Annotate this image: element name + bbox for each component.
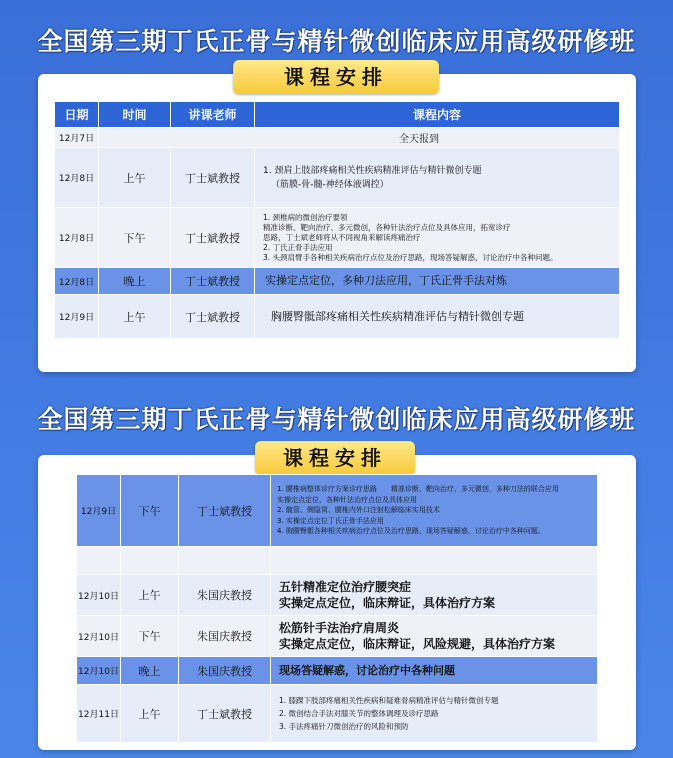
time-cell: 下午	[99, 208, 171, 268]
teacher-cell: 朱国庆教授	[179, 575, 271, 616]
date-cell: 12月10日	[77, 575, 121, 616]
content-line: 3. 实操定点定位丁氏正骨手法应用	[277, 516, 384, 525]
content-line: （筋膜-骨-髓-神经体液调控）	[271, 179, 389, 190]
schedule-table-2	[76, 474, 598, 743]
time-cell: 上午	[99, 148, 171, 208]
content-line: 松筋针手法治疗肩周炎	[279, 621, 400, 635]
content-line: 1. 颈椎病的微创治疗要领	[263, 212, 348, 222]
date-cell: 12月8日	[55, 268, 99, 295]
time-cell: 下午	[121, 475, 179, 547]
content-cell: 全天报到	[99, 128, 620, 148]
schedule-banner-2: 课程安排	[255, 441, 415, 475]
teacher-cell: 丁士斌教授	[171, 208, 255, 268]
schedule-banner-1: 课程安排	[233, 60, 439, 94]
content-line: 1. 腰椎病整体诊疗方案诊疗思路 精准诊断、靶向治疗、多元微创，多种刀法的联合应用	[277, 485, 559, 494]
time-cell: 晚上	[121, 657, 179, 685]
time-cell: 上午	[121, 685, 179, 743]
content-line: 2. 髋管、侧隐窝、腰椎内外口注射松解临床实用技术	[277, 506, 440, 515]
time-cell: 下午	[121, 616, 179, 657]
table-row	[55, 128, 620, 148]
table-row	[77, 685, 598, 743]
content-line: 思路，丁士斌老师将从不同视角来解读疼痛治疗	[263, 232, 421, 242]
content-line: 五针精准定位治疗腰突症	[279, 580, 412, 594]
table-row	[77, 657, 598, 685]
time-cell: 晚上	[99, 268, 171, 295]
table-row	[55, 148, 620, 208]
teacher-cell: 丁士斌教授	[179, 475, 271, 547]
content-line: 实操定点定位，临床辩证，具体治疗方案	[279, 596, 496, 610]
content-line: 1. 颈肩上肢部疼痛相关性疾病精准评估与精针微创专题	[263, 165, 482, 176]
header-date: 日期	[55, 102, 99, 128]
content-cell: 实操定点定位，多种刀法应用，丁氏正骨手法对炼	[255, 268, 620, 295]
date-cell: 12月10日	[77, 657, 121, 685]
date-cell: 12月10日	[77, 616, 121, 657]
date-cell: 12月8日	[55, 208, 99, 268]
table-row	[55, 208, 620, 268]
teacher-cell: 丁士斌教授	[179, 685, 271, 743]
content-cell	[271, 575, 598, 616]
content-line: 3. 手法疼痛针刀微创治疗的风险和预防	[279, 722, 409, 731]
content-line: 实操定点定位，临床辩证，风险规避，具体治疗方案	[279, 637, 556, 651]
table-row	[77, 475, 598, 547]
table-row-empty	[77, 547, 598, 575]
table-row	[77, 575, 598, 616]
teacher-cell: 丁士斌教授	[171, 148, 255, 208]
table-row	[55, 268, 620, 295]
content-line: 1. 膝踝下肢部疼痛相关性疾病和疑难骨病精准评估与精针微创专题	[279, 696, 499, 705]
header-content: 课程内容	[255, 102, 620, 128]
teacher-cell: 朱国庆教授	[179, 616, 271, 657]
content-cell	[271, 685, 598, 743]
table-row	[77, 616, 598, 657]
date-cell: 12月11日	[77, 685, 121, 743]
content-cell	[271, 475, 598, 547]
page-title-2: 全国第三期丁氏正骨与精针微创临床应用高级研修班	[37, 405, 636, 434]
schedule-table-1	[54, 101, 620, 339]
teacher-cell: 朱国庆教授	[179, 657, 271, 685]
time-cell: 上午	[99, 295, 171, 339]
content-line: 2. 丁氏正骨手法应用	[263, 242, 333, 252]
date-cell: 12月9日	[55, 295, 99, 339]
time-cell: 上午	[121, 575, 179, 616]
content-line: 4. 胸腰臀骶各种相关疾病治疗点位及治疗思路，现场答疑解惑，讨论治疗中各种问题。	[277, 527, 545, 536]
content-line: 2. 微创结合手法对膝关节的整体调理及诊疗思路	[279, 709, 439, 718]
content-line: 精准诊断、靶向治疗、多元微创，各种针法治疗点位及具体应用，拓宽诊疗	[263, 222, 511, 232]
content-cell: 现场答疑解惑，讨论治疗中各种问题	[271, 657, 598, 685]
content-line: 实操定点定位，各种针法治疗点位及具体应用	[277, 495, 417, 504]
date-cell: 12月8日	[55, 148, 99, 208]
content-cell: 胸腰臀骶部疼痛相关性疾病精准评估与精针微创专题	[255, 295, 620, 339]
date-cell: 12月7日	[55, 128, 99, 148]
content-cell	[255, 208, 620, 268]
content-cell	[271, 616, 598, 657]
page-title-1: 全国第三期丁氏正骨与精针微创临床应用高级研修班	[37, 27, 636, 56]
table-row	[55, 295, 620, 339]
content-line: 3. 头颈肩臂手各种相关疾病治疗点位及治疗思路，现场答疑解惑，讨论治疗中各种问题。	[263, 252, 558, 262]
header-teacher: 讲课老师	[171, 102, 255, 128]
content-cell	[255, 148, 620, 208]
date-cell: 12月9日	[77, 475, 121, 547]
teacher-cell: 丁士斌教授	[171, 295, 255, 339]
header-time: 时间	[99, 102, 171, 128]
teacher-cell: 丁士斌教授	[171, 268, 255, 295]
